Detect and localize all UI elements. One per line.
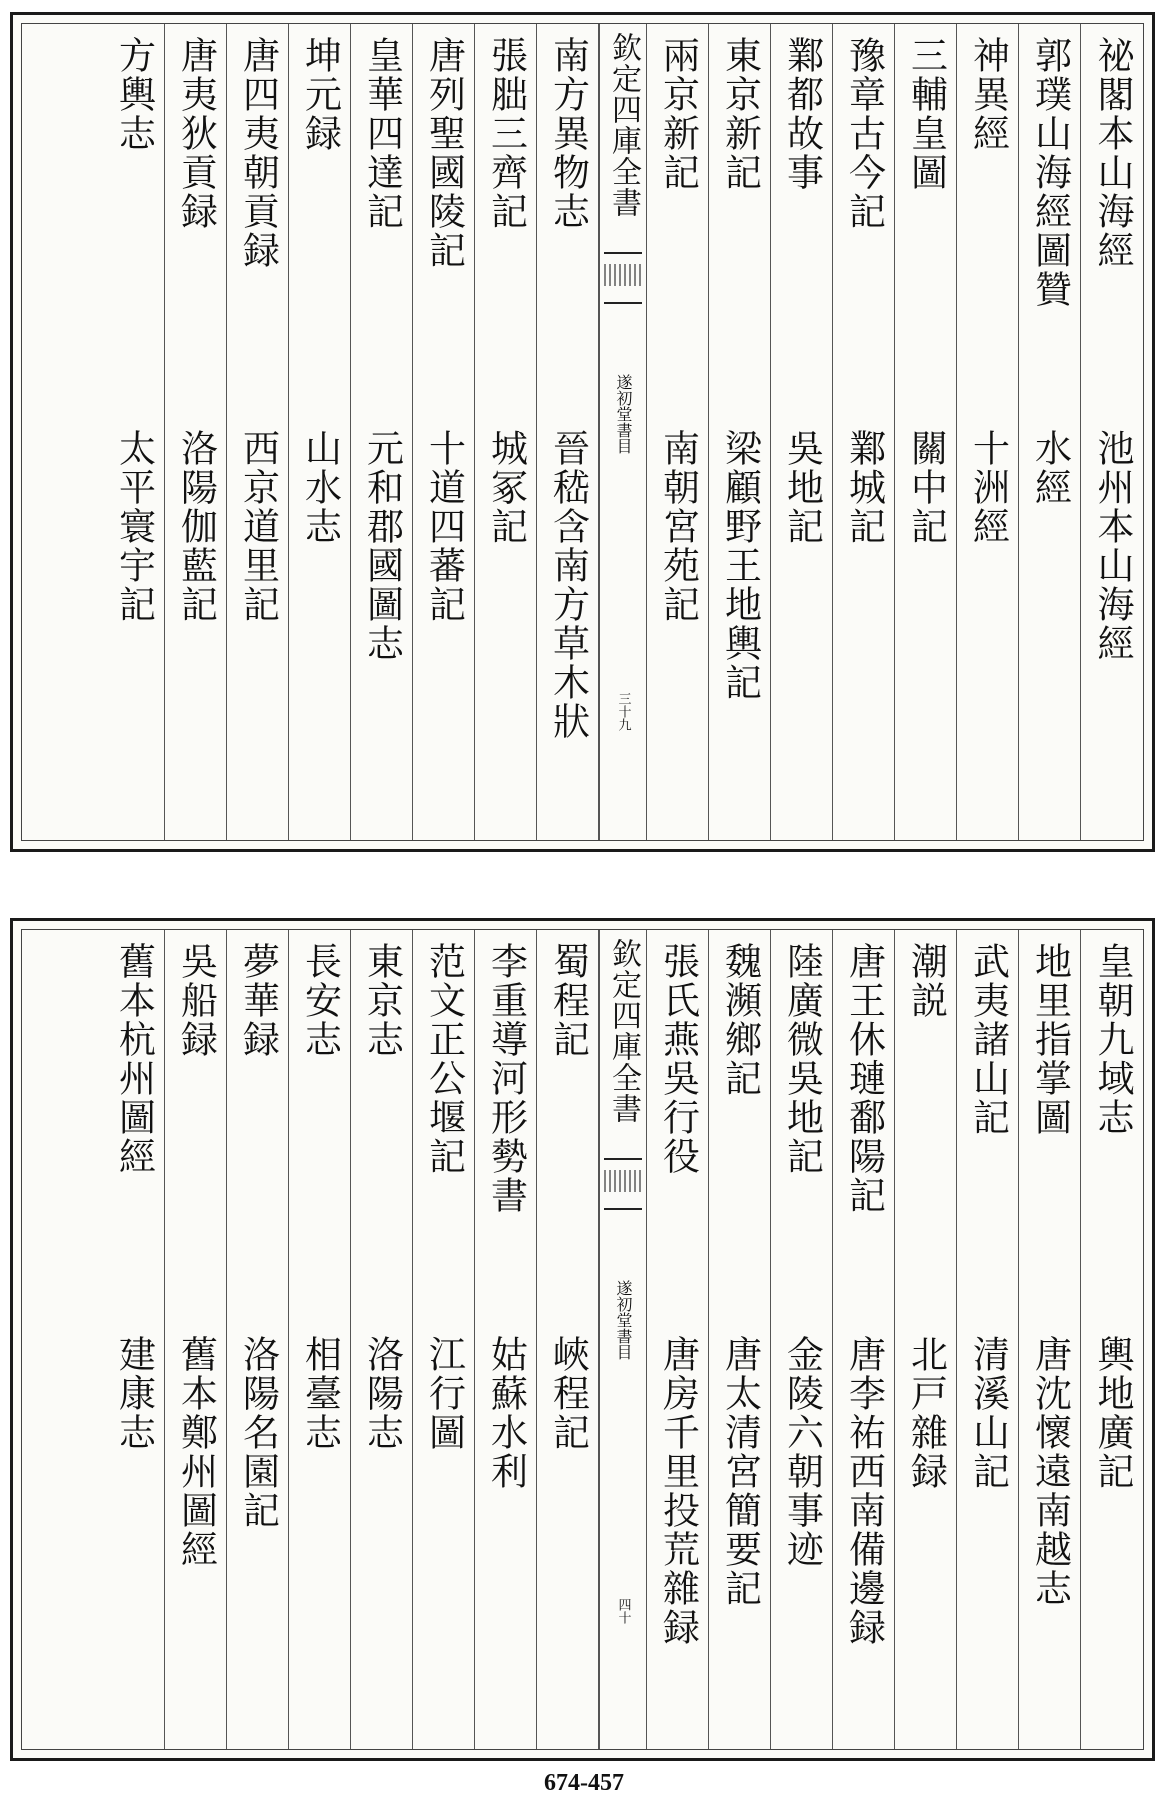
catalog-entry-column — [895, 930, 957, 1749]
upper-folio-frame — [21, 23, 1144, 841]
title-entry: 峽程記 — [546, 1335, 590, 1452]
title-entry: 洛陽名園記 — [236, 1335, 280, 1530]
title-entry: 東京志 — [360, 942, 404, 1059]
catalog-entry-column — [103, 930, 165, 1749]
title-entry: 東京新記 — [718, 36, 762, 192]
lower-columns — [22, 930, 1143, 1749]
title-entry: 相臺志 — [298, 1335, 342, 1452]
title-entry: 三輔皇圖 — [904, 36, 948, 192]
title-entry: 豫章古今記 — [842, 36, 886, 231]
catalog-entry-column — [289, 930, 351, 1749]
catalog-entry-column — [647, 930, 709, 1749]
catalog-entry-column — [771, 24, 833, 840]
title-entry: 潮説 — [904, 942, 948, 1020]
title-entry: 皇朝九域志 — [1091, 942, 1134, 1137]
title-entry: 張胐三齊記 — [484, 36, 528, 231]
center-fold-column — [599, 24, 647, 840]
title-entry: 江行圖 — [422, 1335, 466, 1452]
catalog-entry-column — [1019, 930, 1081, 1749]
title-entry: 十洲經 — [966, 429, 1010, 546]
catalog-entry-column — [537, 24, 599, 840]
title-entry: 唐夷狄貢録 — [174, 36, 218, 231]
title-entry: 皇華四達記 — [360, 36, 404, 231]
catalog-entry-column — [771, 930, 833, 1749]
title-entry: 武夷諸山記 — [966, 942, 1010, 1137]
catalog-entry-column — [709, 24, 771, 840]
title-entry: 方輿志 — [112, 36, 156, 153]
title-entry: 鄴城記 — [842, 429, 886, 546]
title-entry: 唐王休璉鄱陽記 — [842, 942, 886, 1215]
catalog-entry-column — [413, 24, 475, 840]
catalog-entry-column — [833, 930, 895, 1749]
catalog-entry-column — [957, 930, 1019, 1749]
folio-number: 四十 — [615, 1598, 631, 1624]
title-entry: 舊本鄭州圖經 — [174, 1335, 218, 1569]
title-entry: 輿地廣記 — [1091, 1335, 1134, 1491]
title-entry: 地里指掌圖 — [1028, 942, 1072, 1137]
catalog-entry-column — [351, 24, 413, 840]
title-entry: 洛陽志 — [360, 1335, 404, 1452]
title-entry: 唐四夷朝貢録 — [236, 36, 280, 270]
catalog-entry-column — [537, 930, 599, 1749]
lower-folio — [10, 918, 1155, 1761]
fish-tail-mark — [604, 1158, 642, 1210]
title-entry: 唐李祐西南備邊録 — [842, 1335, 886, 1647]
catalog-entry-column — [475, 930, 537, 1749]
title-entry: 魏瀕鄉記 — [718, 942, 762, 1098]
title-entry: 梁顧野王地輿記 — [718, 429, 762, 702]
catalog-entry-column — [1081, 930, 1143, 1749]
title-entry: 城冢記 — [484, 429, 528, 546]
title-entry: 唐列聖國陵記 — [422, 36, 466, 270]
title-entry: 張氏燕吳行役 — [656, 942, 700, 1176]
catalog-entry-column — [833, 24, 895, 840]
catalog-entry-column — [647, 24, 709, 840]
title-entry: 南方異物志 — [546, 36, 590, 231]
title-entry: 郭璞山海經圖贊 — [1028, 36, 1072, 309]
center-fold-column — [599, 930, 647, 1749]
title-entry: 姑蘇水利 — [484, 1335, 528, 1491]
title-entry: 唐太清宮簡要記 — [718, 1335, 762, 1608]
title-entry: 十道四蕃記 — [422, 429, 466, 624]
catalog-entry-column — [1019, 24, 1081, 840]
title-entry: 池州本山海經 — [1091, 429, 1134, 663]
title-entry: 兩京新記 — [656, 36, 700, 192]
title-entry: 元和郡國圖志 — [360, 429, 404, 663]
title-entry: 金陵六朝事迹 — [780, 1335, 824, 1569]
title-entry: 晉嵇含南方草木狀 — [546, 429, 590, 741]
title-entry: 關中記 — [904, 429, 948, 546]
title-entry: 李重導河形勢書 — [484, 942, 528, 1215]
catalog-entry-column — [165, 24, 227, 840]
title-entry: 唐房千里投荒雜録 — [656, 1335, 700, 1647]
catalog-name: 遂初堂書目 — [614, 374, 633, 454]
catalog-entry-column — [351, 930, 413, 1749]
title-entry: 洛陽伽藍記 — [174, 429, 218, 624]
title-entry: 祕閣本山海經 — [1091, 36, 1134, 270]
title-entry: 舊本杭州圖經 — [112, 942, 156, 1176]
catalog-entry-column — [165, 930, 227, 1749]
title-entry: 夢華録 — [236, 942, 280, 1059]
title-entry: 西京道里記 — [236, 429, 280, 624]
catalog-entry-column — [227, 930, 289, 1749]
catalog-entry-column — [709, 930, 771, 1749]
title-entry: 吳船録 — [174, 942, 218, 1059]
catalog-entry-column — [1081, 24, 1143, 840]
upper-columns — [22, 24, 1143, 840]
title-entry: 陸廣微吳地記 — [780, 942, 824, 1176]
catalog-entry-column — [103, 24, 165, 840]
title-entry: 蜀程記 — [546, 942, 590, 1059]
catalog-entry-column — [895, 24, 957, 840]
title-entry: 水經 — [1028, 429, 1072, 507]
title-entry: 唐沈懷遠南越志 — [1028, 1335, 1072, 1608]
title-entry: 長安志 — [298, 942, 342, 1059]
title-entry: 坤元録 — [298, 36, 342, 153]
folio-number: 三十九 — [615, 692, 631, 731]
title-entry: 北戸雜録 — [904, 1335, 948, 1491]
catalog-entry-column — [413, 930, 475, 1749]
title-entry: 神異經 — [966, 36, 1010, 153]
volume-page-reference: 674-457 — [544, 1770, 624, 1796]
fish-tail-mark — [604, 252, 642, 304]
catalog-entry-column — [289, 24, 351, 840]
title-entry: 范文正公堰記 — [422, 942, 466, 1176]
title-entry: 太平寰宇記 — [112, 429, 156, 624]
title-entry: 清溪山記 — [966, 1335, 1010, 1491]
title-entry: 吳地記 — [780, 429, 824, 546]
catalog-entry-column — [475, 24, 537, 840]
title-entry: 南朝宮苑記 — [656, 429, 700, 624]
catalog-entry-column — [957, 24, 1019, 840]
lower-folio-frame — [21, 929, 1144, 1750]
collection-title: 欽定四庫全書 — [606, 938, 641, 1124]
title-entry: 山水志 — [298, 429, 342, 546]
collection-title: 欽定四庫全書 — [606, 32, 641, 218]
title-entry: 建康志 — [112, 1335, 156, 1452]
title-entry: 鄴都故事 — [780, 36, 824, 192]
upper-folio — [10, 12, 1155, 852]
catalog-entry-column — [227, 24, 289, 840]
catalog-name: 遂初堂書目 — [614, 1280, 633, 1360]
